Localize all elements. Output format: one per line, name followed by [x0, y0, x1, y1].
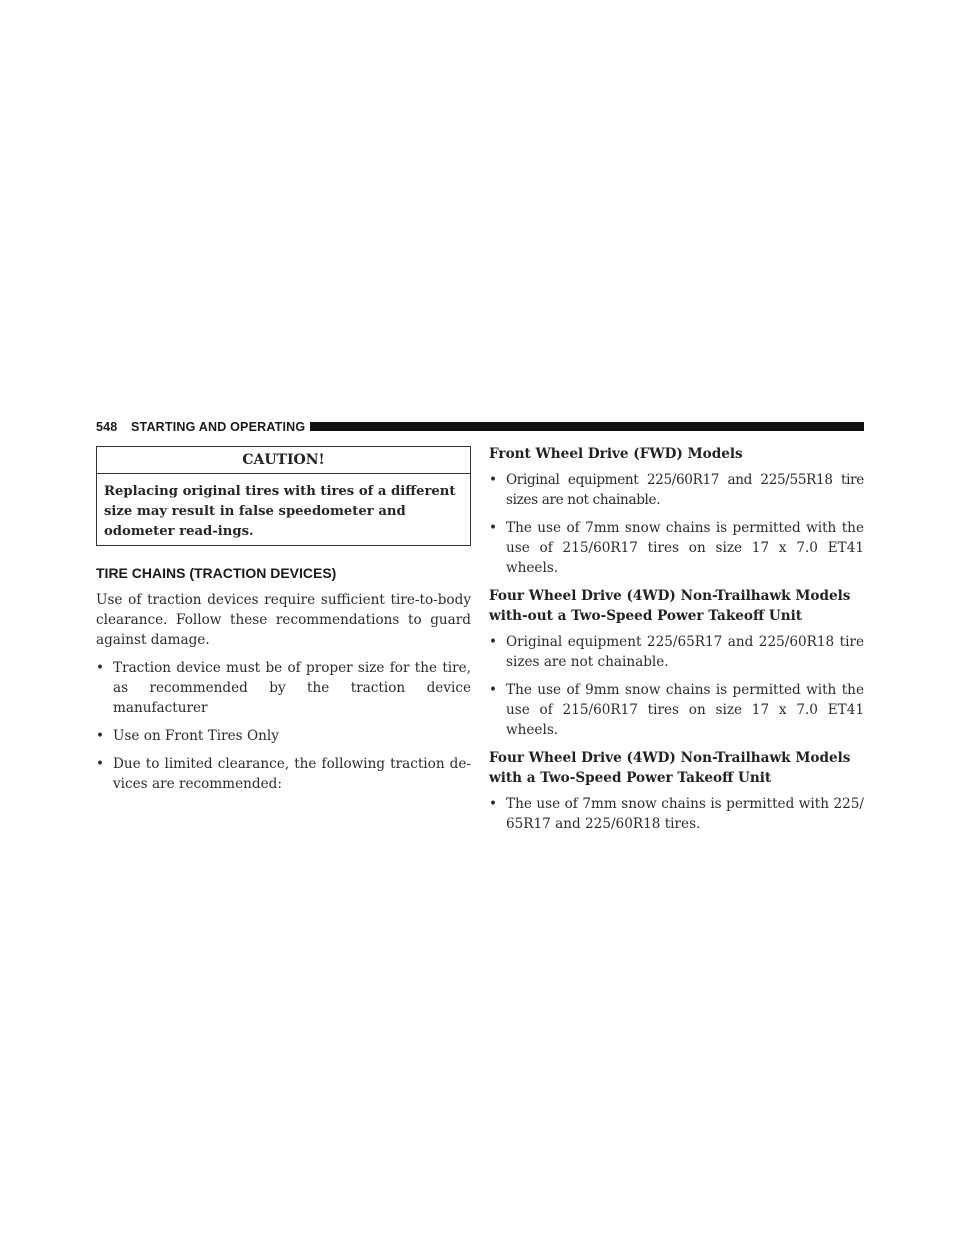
fwd-models-list	[489, 470, 864, 578]
list-item-text: Due to limited clearance, the following traction de-vices are recommended:	[113, 756, 471, 792]
header-rule	[310, 422, 864, 431]
bullet-icon: •	[489, 634, 498, 650]
tire-chains-list	[96, 658, 471, 794]
list-item	[489, 518, 864, 578]
bullet-icon: •	[96, 756, 105, 772]
list-item-text: Use on Front Tires Only	[113, 728, 279, 744]
list-item-text: The use of 7mm snow chains is permitted with 225/ 65R17 and 225/60R18 tires.	[506, 796, 864, 832]
list-item	[489, 470, 864, 510]
list-item-text: The use of 9mm snow chains is permitted with the use of 215/60R17 tires on size 17 x 7.0 ET41 wheels.	[506, 682, 864, 738]
list-item	[489, 794, 864, 834]
bullet-icon: •	[489, 682, 498, 698]
left-column	[96, 446, 471, 802]
caution-title: CAUTION!	[97, 447, 470, 474]
page-header	[96, 418, 864, 436]
4wd-no-ptu-list	[489, 632, 864, 740]
fwd-models-heading: Front Wheel Drive (FWD) Models	[489, 446, 743, 462]
list-item-text: The use of 7mm snow chains is permitted with the use of 215/60R17 tires on size 17 x 7.0 ET41 wheels.	[506, 520, 864, 576]
list-item	[489, 632, 864, 672]
tire-chains-heading: TIRE CHAINS (TRACTION DEVICES)	[96, 565, 337, 581]
tire-chains-intro: Use of traction devices require sufficient tire-to-body clearance. Follow these recommendations to guard against damage.	[96, 592, 471, 648]
bullet-icon: •	[96, 728, 105, 744]
list-item	[96, 658, 471, 718]
list-item-text: Original equipment 225/65R17 and 225/60R18 tire sizes are not chainable.	[506, 634, 864, 670]
list-item-text: Original equipment 225/60R17 and 225/55R18 tire sizes are not chainable.	[506, 472, 864, 508]
4wd-ptu-list	[489, 794, 864, 834]
4wd-ptu-heading: Four Wheel Drive (4WD) Non-Trailhawk Models with a Two-Speed Power Takeoff Unit	[489, 750, 851, 786]
list-item-text: Traction device must be of proper size for the tire, as recommended by the traction device manufacturer	[113, 660, 471, 716]
list-item	[96, 754, 471, 794]
page-number: 548	[96, 420, 118, 434]
caution-body: Replacing original tires with tires of a different size may result in false speedometer and odometer read-ings.	[104, 484, 456, 539]
right-column	[489, 446, 864, 842]
bullet-icon: •	[489, 472, 498, 488]
list-item	[96, 726, 471, 746]
list-item	[489, 680, 864, 740]
4wd-no-ptu-heading: Four Wheel Drive (4WD) Non-Trailhawk Models with-out a Two-Speed Power Takeoff Unit	[489, 588, 851, 624]
section-title: STARTING AND OPERATING	[131, 420, 306, 434]
bullet-icon: •	[489, 796, 498, 812]
bullet-icon: •	[96, 660, 105, 676]
bullet-icon: •	[489, 520, 498, 536]
caution-box	[96, 446, 471, 546]
